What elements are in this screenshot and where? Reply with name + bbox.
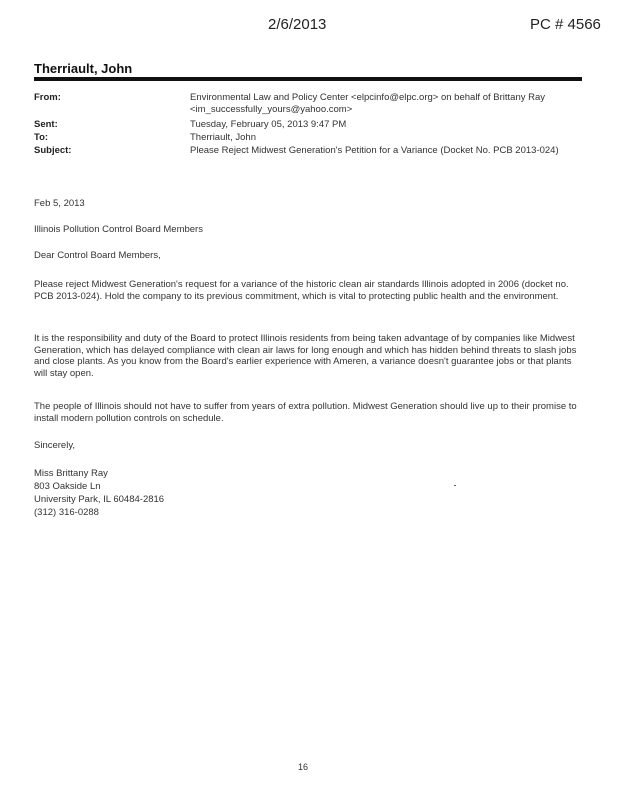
letter-paragraph-1: Please reject Midwest Generation's request for a variance of the historic clean air standards Illinois adopted in 2006 (docket no. PCB 2013-024). Hold the company to its previous commitment, which is vital to protecting public health and the environment. — [34, 279, 569, 302]
subject-label: Subject: — [34, 145, 72, 156]
signature-city: University Park, IL 60484-2816 — [34, 494, 165, 505]
signature-name: Miss Brittany Ray — [34, 468, 108, 479]
to-value: Therriault, John — [190, 132, 257, 143]
signature-street: 803 Oakside Ln — [34, 481, 101, 492]
subject-value: Please Reject Midwest Generation's Petition for a Variance (Docket No. PCB 2013-024) — [190, 145, 559, 156]
letter-addressee: Illinois Pollution Control Board Members — [34, 224, 203, 235]
sent-value: Tuesday, February 05, 2013 9:47 PM — [190, 119, 347, 130]
to-label: To: — [34, 132, 49, 143]
letter-salutation: Dear Control Board Members, — [34, 250, 161, 261]
sent-label: Sent: — [34, 119, 58, 130]
sender-name: Therriault, John — [34, 61, 133, 76]
from-value-line2: <im_successfully_yours@yahoo.com> — [190, 104, 353, 115]
letter-paragraph-3: The people of Illinois should not have to suffer from years of extra pollution. Midwest Generation should live up to their promise to install modern pollution controls on schedule. — [34, 401, 577, 424]
from-value-line1: Environmental Law and Policy Center <elpcinfo@elpc.org> on behalf of Brittany Ray — [190, 92, 546, 103]
signature-phone: (312) 316-0288 — [34, 507, 99, 518]
stamp-pc-number: PC # 4566 — [530, 16, 601, 33]
page-number: 16 — [298, 762, 309, 772]
scan-speck — [454, 485, 456, 486]
letter-closing: Sincerely, — [34, 440, 76, 451]
stamp-date: 2/6/2013 — [268, 16, 327, 33]
from-label: From: — [34, 92, 61, 103]
header-rule — [34, 77, 582, 81]
letter-date: Feb 5, 2013 — [34, 198, 85, 209]
letter-paragraph-2: It is the responsibility and duty of the Board to protect Illinois residents from being taken advantage of by companies like Midwest Generation, which has delayed compliance with clean air laws for long enough and which has hidden behind threats to slash jobs and close plants. As you know from the Board's earlier experience with Ameren, a variance doesn't guarantee jobs or that plants will stay open. — [34, 333, 577, 379]
